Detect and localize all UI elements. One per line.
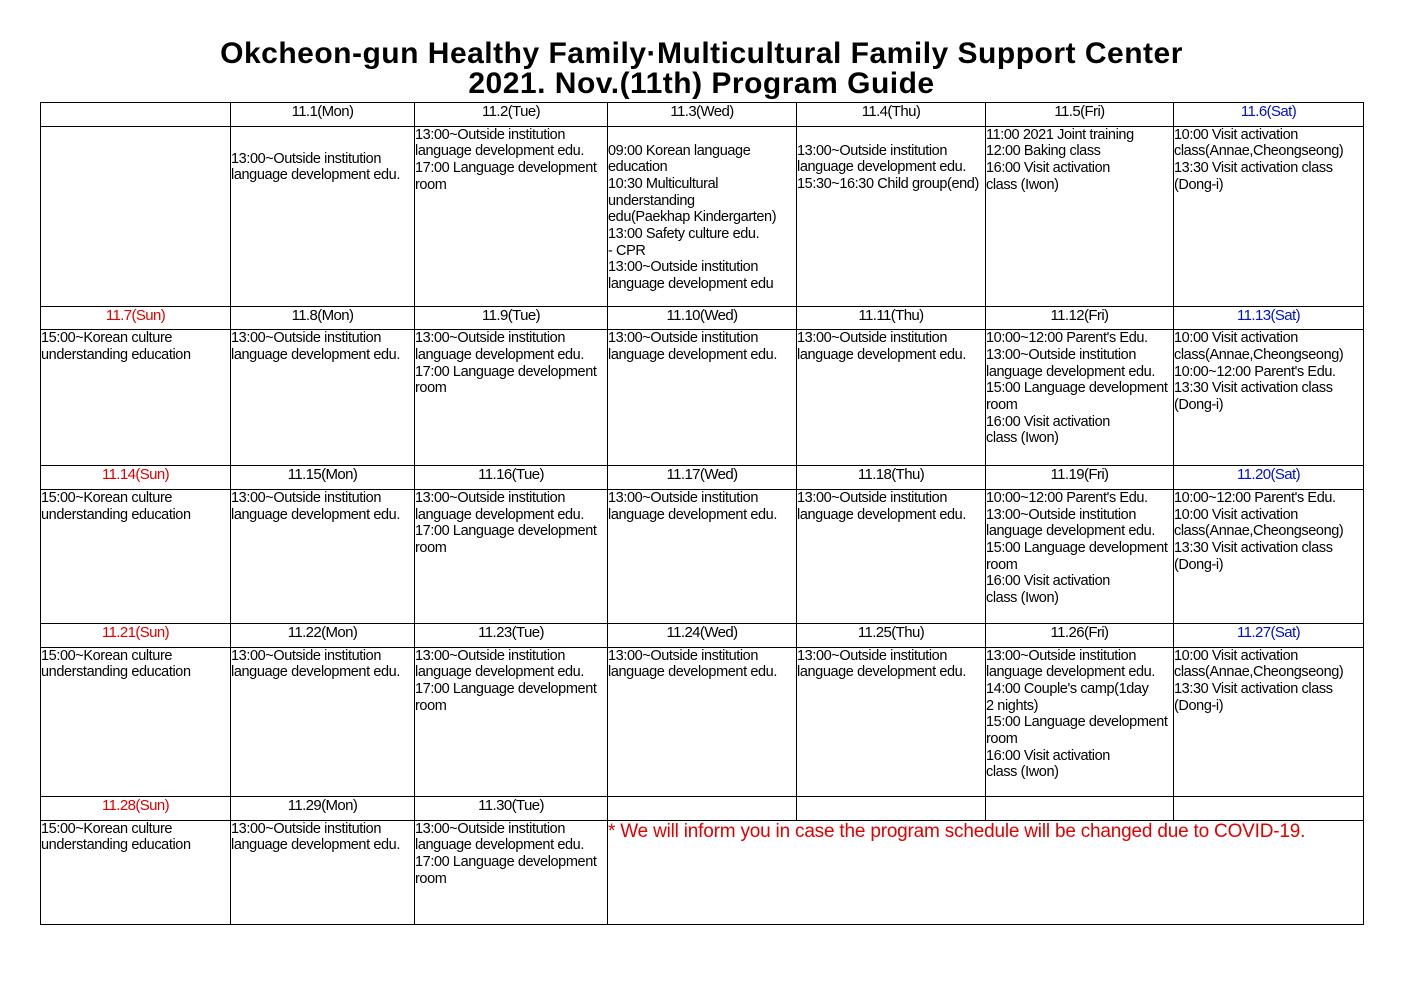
day-cell: 15:00~Korean culture understanding education bbox=[41, 820, 231, 925]
day-header: 11.18(Thu) bbox=[797, 466, 986, 490]
covid-notice: * We will inform you in case the program schedule will be changed due to COVID-19. bbox=[608, 820, 1364, 925]
day-header: 11.15(Mon) bbox=[231, 466, 415, 490]
sunday-header: 11.28(Sun) bbox=[41, 796, 231, 820]
day-header: 11.23(Tue) bbox=[415, 623, 608, 647]
day-cell: 13:00~Outside institution language development edu. bbox=[797, 489, 986, 623]
day-header: 11.19(Fri) bbox=[986, 466, 1174, 490]
program-calendar-table bbox=[40, 102, 1364, 925]
day-header: 11.16(Tue) bbox=[415, 466, 608, 490]
day-cell: 10:00 Visit activation class(Annae,Cheongseong) 13:30 Visit activation class (Dong-i) bbox=[1174, 647, 1364, 796]
day-cell: 13:00~Outside institution language development edu. bbox=[797, 330, 986, 466]
saturday-header: 11.6(Sat) bbox=[1174, 103, 1364, 127]
day-header: 11.26(Fri) bbox=[986, 623, 1174, 647]
week-3-body-row bbox=[41, 489, 1364, 623]
day-header: 11.8(Mon) bbox=[231, 306, 415, 330]
saturday-header: 11.13(Sat) bbox=[1174, 306, 1364, 330]
day-cell: 13:00~Outside institution language development edu. 17:00 Language development room bbox=[415, 489, 608, 623]
empty-header bbox=[797, 796, 986, 820]
day-cell: 10:00 Visit activation class(Annae,Cheongseong) 13:30 Visit activation class (Dong-i) bbox=[1174, 126, 1364, 306]
day-cell: 13:00~Outside institution language development edu. bbox=[231, 489, 415, 623]
day-cell: 10:00~12:00 Parent's Edu. 13:00~Outside institution language development edu. 15:00 Language development room 16:00 Visit activation class (Iwon) bbox=[986, 330, 1174, 466]
sunday-header: 11.14(Sun) bbox=[41, 466, 231, 490]
day-header bbox=[41, 103, 231, 127]
sunday-header: 11.21(Sun) bbox=[41, 623, 231, 647]
day-cell: 13:00~Outside institution language development edu. bbox=[608, 330, 797, 466]
week-2-body-row bbox=[41, 330, 1364, 466]
sunday-header: 11.7(Sun) bbox=[41, 306, 231, 330]
week-5-header-row bbox=[41, 796, 1364, 820]
empty-header bbox=[986, 796, 1174, 820]
day-cell: 13:00~Outside institution language development edu. 17:00 Language development room bbox=[415, 126, 608, 306]
day-header: 11.25(Thu) bbox=[797, 623, 986, 647]
day-cell: 13:00~Outside institution language development edu. 17:00 Language development room bbox=[415, 820, 608, 925]
day-header: 11.4(Thu) bbox=[797, 103, 986, 127]
day-cell: 13:00~Outside institution language development edu. 15:30~16:30 Child group(end) bbox=[797, 126, 986, 306]
day-header: 11.17(Wed) bbox=[608, 466, 797, 490]
week-5-body-row bbox=[41, 820, 1364, 925]
week-1-body-row bbox=[41, 126, 1364, 306]
day-cell: 15:00~Korean culture understanding education bbox=[41, 647, 231, 796]
day-header: 11.24(Wed) bbox=[608, 623, 797, 647]
week-2-header-row bbox=[41, 306, 1364, 330]
day-header: 11.2(Tue) bbox=[415, 103, 608, 127]
day-cell bbox=[41, 126, 231, 306]
day-cell: 15:00~Korean culture understanding education bbox=[41, 489, 231, 623]
day-cell: 10:00~12:00 Parent's Edu. 13:00~Outside institution language development edu. 15:00 Language development room 16:00 Visit activation class (Iwon) bbox=[986, 489, 1174, 623]
week-4-body-row bbox=[41, 647, 1364, 796]
day-cell: 13:00~Outside institution language development edu. bbox=[231, 330, 415, 466]
day-cell: 13:00~Outside institution language development edu. 17:00 Language development room bbox=[415, 647, 608, 796]
document-title-line-2: 2021. Nov.(11th) Program Guide bbox=[468, 67, 935, 100]
day-header: 11.3(Wed) bbox=[608, 103, 797, 127]
document-title-line-1: Okcheon-gun Healthy Family·Multicultural Family Support Center bbox=[220, 37, 1183, 70]
day-cell: 13:00~Outside institution language development edu. bbox=[231, 647, 415, 796]
week-4-header-row bbox=[41, 623, 1364, 647]
day-cell: 15:00~Korean culture understanding education bbox=[41, 330, 231, 466]
day-header: 11.29(Mon) bbox=[231, 796, 415, 820]
day-header: 11.30(Tue) bbox=[415, 796, 608, 820]
day-cell: 13:00~Outside institution language development edu. bbox=[608, 489, 797, 623]
day-header: 11.11(Thu) bbox=[797, 306, 986, 330]
day-cell: 13:00~Outside institution language development edu. bbox=[608, 647, 797, 796]
day-cell: 10:00 Visit activation class(Annae,Cheongseong) 10:00~12:00 Parent's Edu. 13:30 Visit activation class (Dong-i) bbox=[1174, 330, 1364, 466]
day-cell: 10:00~12:00 Parent's Edu. 10:00 Visit activation class(Annae,Cheongseong) 13:30 Visit activation class (Dong-i) bbox=[1174, 489, 1364, 623]
day-header: 11.22(Mon) bbox=[231, 623, 415, 647]
empty-header bbox=[1174, 796, 1364, 820]
day-cell: 13:00~Outside institution language development edu. bbox=[231, 126, 415, 306]
day-header: 11.5(Fri) bbox=[986, 103, 1174, 127]
empty-header bbox=[608, 796, 797, 820]
week-3-header-row bbox=[41, 466, 1364, 490]
day-header: 11.1(Mon) bbox=[231, 103, 415, 127]
day-cell: 09:00 Korean language education 10:30 Multicultural understanding edu(Paekhap Kindergarten) 13:00 Safety culture edu. - CPR 13:00~Outside institution language development edu bbox=[608, 126, 797, 306]
day-header: 11.10(Wed) bbox=[608, 306, 797, 330]
day-cell: 13:00~Outside institution language development edu. 14:00 Couple's camp(1day 2 nights) 15:00 Language development room 16:00 Visit activation class (Iwon) bbox=[986, 647, 1174, 796]
saturday-header: 11.27(Sat) bbox=[1174, 623, 1364, 647]
day-cell: 13:00~Outside institution language development edu. bbox=[797, 647, 986, 796]
day-header: 11.12(Fri) bbox=[986, 306, 1174, 330]
day-cell: 11:00 2021 Joint training 12:00 Baking class 16:00 Visit activation class (Iwon) bbox=[986, 126, 1174, 306]
week-1-header-row bbox=[41, 103, 1364, 127]
day-cell: 13:00~Outside institution language development edu. bbox=[231, 820, 415, 925]
day-cell: 13:00~Outside institution language development edu. 17:00 Language development room bbox=[415, 330, 608, 466]
day-header: 11.9(Tue) bbox=[415, 306, 608, 330]
saturday-header: 11.20(Sat) bbox=[1174, 466, 1364, 490]
